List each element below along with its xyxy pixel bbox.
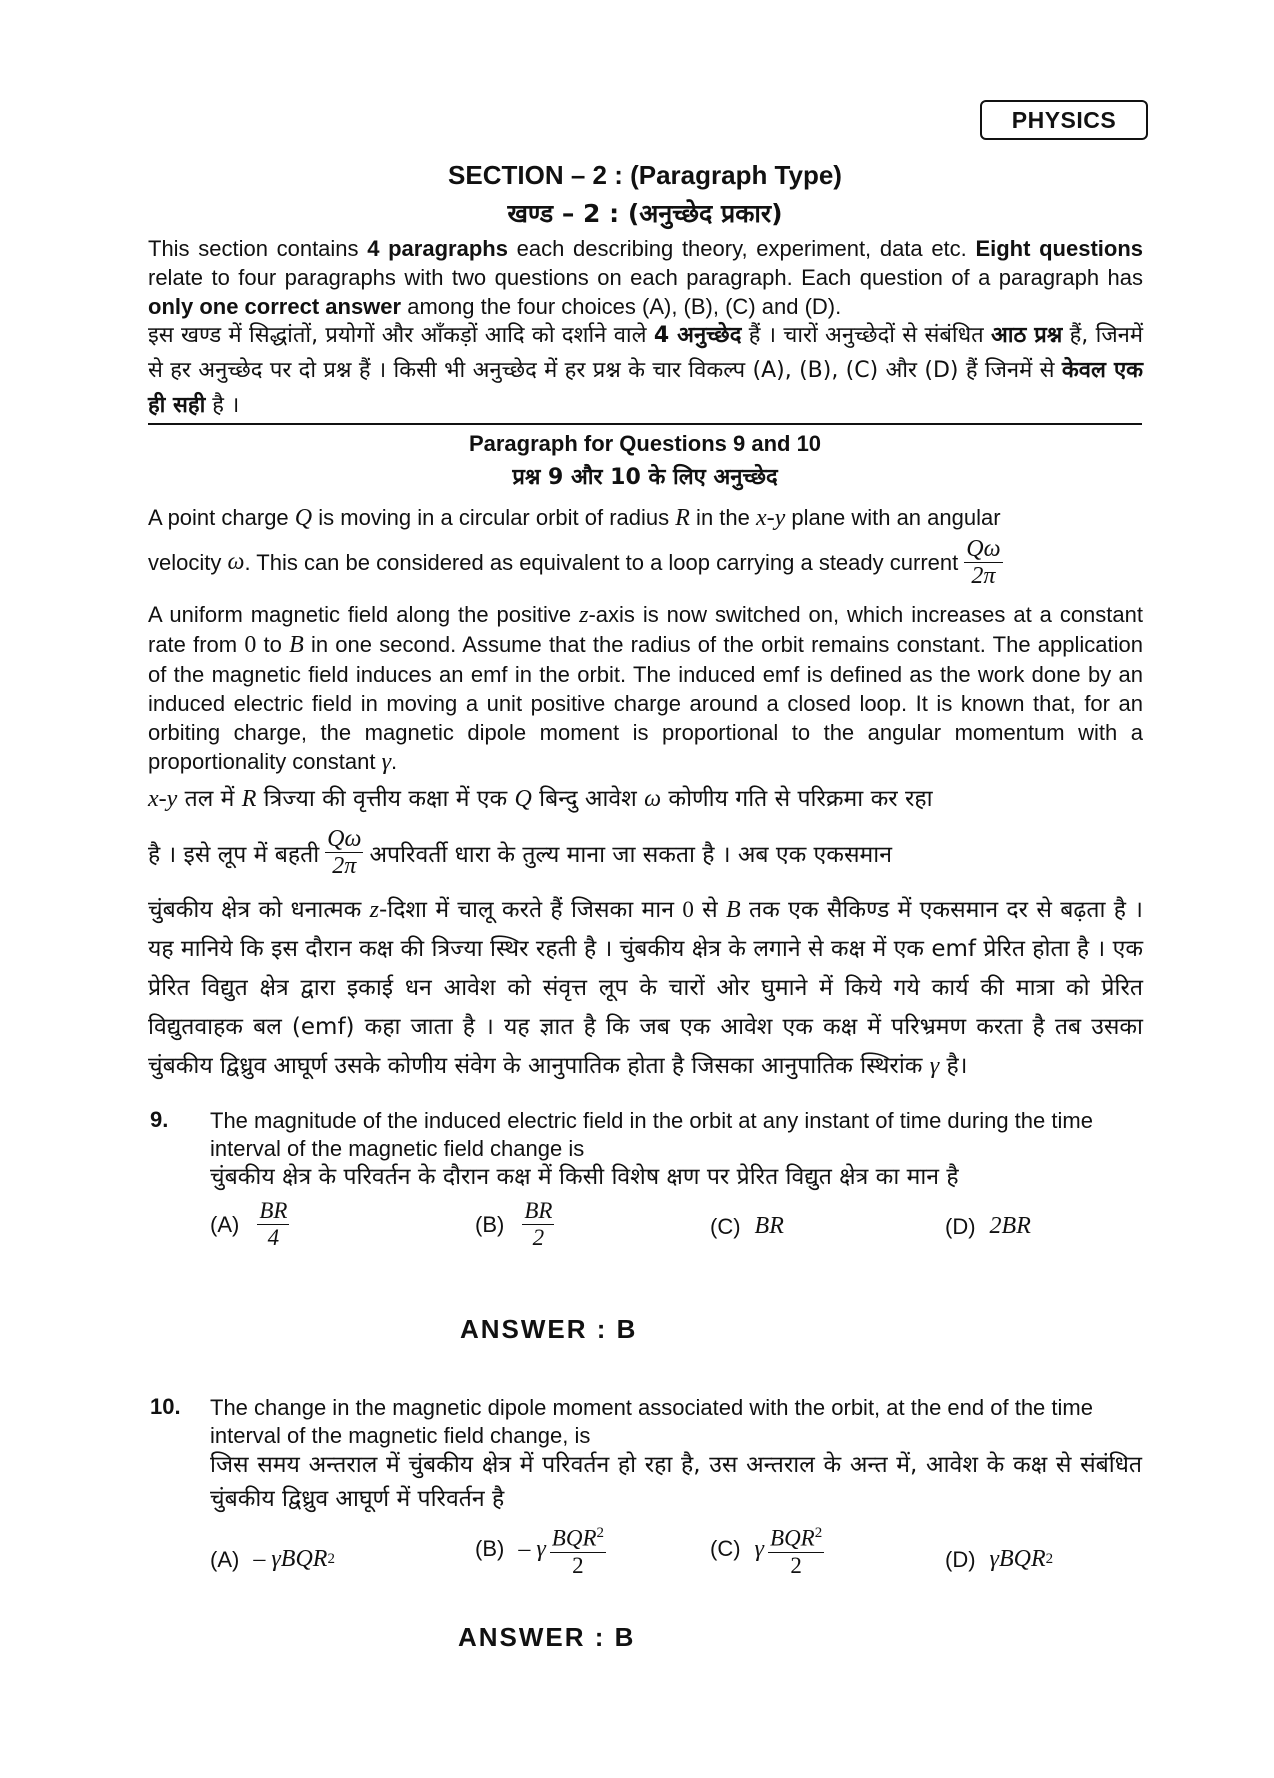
math-symbol: 0 bbox=[244, 632, 257, 658]
fraction-numerator: Qω bbox=[966, 536, 1001, 562]
para-text: in one second. Assume that the radius of the orbit remains constant. The application of the magnetic field induces an emf in the orbit. The induced emf is defined as the work done by an induced electric field in moving a unit positive charge around a closed loop. It is known that, for an orbiting charge, the magnetic dipole moment is proportional to the angular momentum with a proportionality constant bbox=[148, 632, 1143, 774]
para-text: से bbox=[693, 897, 727, 923]
question-9-number: 9. bbox=[150, 1107, 169, 1132]
paragraph-line-2 bbox=[148, 536, 1143, 589]
section-title: SECTION – 2 : (Paragraph Type) bbox=[448, 160, 842, 190]
instr-text: हैं । चारों अनुच्छेदों से संबंधित bbox=[741, 323, 991, 348]
para-text: plane with an angular bbox=[785, 505, 1001, 530]
para-text: बिन्दु आवेश bbox=[531, 786, 645, 812]
math-symbol: 0 bbox=[682, 897, 694, 922]
question-10-answer: ANSWER : B bbox=[458, 1622, 636, 1652]
paragraph-heading-hindi: प्रश्न 9 और 10 के लिए अनुच्छेद bbox=[512, 465, 778, 490]
option-prefix: γ bbox=[754, 1535, 765, 1562]
para-text: A uniform magnetic field along the positive bbox=[148, 602, 580, 627]
question-10-text: The change in the magnetic dipole moment associated with the orbit, at the end of the time interval of the magnetic field change, is bbox=[210, 1395, 1093, 1448]
paragraph-hindi-line-1 bbox=[148, 780, 1143, 819]
paragraph-heading: Paragraph for Questions 9 and 10 bbox=[468, 431, 822, 456]
fraction-denominator: 4 bbox=[267, 1225, 280, 1250]
q9-option-d[interactable] bbox=[945, 1213, 1031, 1240]
fraction-numerator bbox=[768, 1520, 824, 1553]
option-exponent: 2 bbox=[327, 1551, 335, 1567]
option-label: (B) bbox=[475, 1536, 505, 1562]
fraction-numerator: BR bbox=[259, 1198, 288, 1223]
paragraph-line-1 bbox=[148, 503, 1143, 533]
para-text: चुंबकीय क्षेत्र को धनात्मक bbox=[148, 897, 370, 923]
math-symbol: γ bbox=[929, 1053, 940, 1079]
current-fraction bbox=[964, 536, 1002, 589]
current-fraction-hindi bbox=[325, 826, 363, 879]
math-symbol: Q bbox=[514, 786, 532, 812]
option-label: (A) bbox=[210, 1211, 240, 1237]
paragraph-body-english bbox=[148, 600, 1143, 777]
question-10-number: 10. bbox=[150, 1394, 181, 1419]
math-symbol: R bbox=[675, 505, 690, 531]
option-fraction bbox=[768, 1520, 824, 1579]
numerator-text: BQR bbox=[551, 1525, 597, 1551]
math-symbol: z bbox=[369, 897, 379, 923]
math-symbol: z bbox=[579, 602, 589, 628]
question-9-text: The magnitude of the induced electric field in the orbit at any instant of time during the time interval of the magnetic field change is bbox=[210, 1108, 1093, 1161]
instr-text: among the four choices (A), (B), (C) and (D). bbox=[401, 294, 842, 319]
instructions-hindi bbox=[148, 318, 1143, 423]
para-text: कोणीय गति से परिक्रमा कर रहा bbox=[661, 786, 933, 812]
para-text: तल में bbox=[177, 786, 242, 812]
fraction-denominator: 2 bbox=[790, 1552, 802, 1578]
math-symbol: x-y bbox=[148, 786, 178, 812]
question-9-text-hindi: चुंबकीय क्षेत्र के परिवर्तन के दौरान कक्ष में किसी विशेष क्षण पर प्रेरित विद्युत क्षेत्र का मान है bbox=[210, 1164, 959, 1190]
option-value: BR bbox=[754, 1213, 784, 1239]
section-divider bbox=[148, 423, 1142, 425]
para-text: in the bbox=[689, 505, 756, 530]
paragraph-hindi-line-2 bbox=[148, 826, 1143, 879]
para-text: . This can be considered as equivalent to a loop carrying a steady current bbox=[244, 549, 959, 575]
instr-text: each describing theory, experiment, data etc. bbox=[507, 236, 976, 261]
instr-text: This section contains bbox=[148, 236, 368, 261]
para-text: . bbox=[391, 749, 398, 774]
q10-option-c[interactable] bbox=[710, 1520, 828, 1579]
option-fraction bbox=[257, 1198, 289, 1251]
option-fraction bbox=[522, 1198, 554, 1251]
math-symbol: Q bbox=[294, 505, 313, 531]
paragraph-hindi-body bbox=[148, 890, 1143, 1086]
math-symbol: γ bbox=[381, 749, 392, 775]
instr-text: हैं, जिनमें से हर अनुच्छेद पर दो प्रश्न हैं । किसी भी अनुच्छेद में हर प्रश्न के चार विकल्प (A), (B), (C) और (D) हैं जिनमें से bbox=[148, 323, 1144, 383]
para-text: -axis is now switched on, which increases at a constant rate from bbox=[148, 602, 1143, 657]
option-prefix: – γ bbox=[518, 1535, 546, 1562]
math-symbol: R bbox=[241, 786, 257, 812]
para-text: A point charge bbox=[148, 505, 295, 530]
math-symbol: B bbox=[726, 897, 741, 923]
fraction-numerator: Qω bbox=[327, 826, 362, 852]
subject-badge bbox=[980, 100, 1148, 140]
para-text: है। bbox=[939, 1053, 968, 1079]
para-text: त्रिज्या की वृत्तीय कक्षा में एक bbox=[256, 786, 515, 812]
q9-option-c[interactable] bbox=[710, 1213, 784, 1240]
instructions-english bbox=[148, 234, 1143, 321]
q9-option-b[interactable] bbox=[475, 1198, 558, 1251]
para-text: is moving in a circular orbit of radius bbox=[312, 505, 676, 530]
question-10-text-hindi: जिस समय अन्तराल में चुंबकीय क्षेत्र में परिवर्तन हो रहा है, उस अन्तराल के अन्त में, आवेश के कक्ष से संबंधित चुंबकीय द्विध्रुव आघूर्ण में परिवर्तन है bbox=[210, 1452, 1142, 1512]
instr-bold: Eight questions bbox=[975, 236, 1144, 261]
fraction-numerator bbox=[550, 1520, 606, 1553]
option-value: γBQR bbox=[989, 1546, 1046, 1572]
option-label: (B) bbox=[475, 1211, 505, 1237]
para-text: तक एक सैकिण्ड में एकसमान दर से बढ़ता है । यह मानिये कि इस दौरान कक्ष की त्रिज्या स्थिर रहती है । चुंबकीय क्षेत्र के लगाने से कक्ष में एक emf प्रेरित होता है । एक प्रेरित विद्युत क्षेत्र द्वारा इकाई धन आवेश को संवृत्त लूप के चारों ओर घुमाने में किये गये कार्य की मात्रा को प्रेरित विद्युतवाहक बल (emf) कहा जाता है । यह ज्ञात है कि जब एक आवेश एक कक्ष में परिभ्रमण करता है तब उसका चुंबकीय द्विध्रुव आघूर्ण उसके कोणीय संवेग के आनुपातिक होता है जिसका आनुपातिक स्थिरांक bbox=[148, 897, 1144, 1079]
instr-text: है । bbox=[205, 393, 240, 418]
option-exponent: 2 bbox=[814, 1525, 823, 1541]
option-fraction bbox=[550, 1520, 606, 1579]
instr-bold: 4 अनुच्छेद bbox=[653, 323, 742, 348]
numerator-text: BQR bbox=[770, 1525, 815, 1551]
para-text: to bbox=[256, 632, 290, 657]
option-value: – γBQR bbox=[253, 1546, 328, 1572]
instr-bold: only one correct answer bbox=[148, 294, 402, 319]
option-exponent: 2 bbox=[596, 1525, 605, 1541]
math-symbol: x-y bbox=[755, 505, 786, 531]
para-text: -दिशा में चालू करते हैं जिसका मान bbox=[378, 897, 683, 923]
instr-bold: 4 paragraphs bbox=[367, 236, 508, 261]
instr-text: relate to four paragraphs with two questions on each paragraph. Each question of a paragraph has bbox=[148, 265, 1143, 290]
q10-option-b[interactable] bbox=[475, 1520, 610, 1579]
math-symbol: ω bbox=[644, 786, 662, 812]
q9-option-a[interactable] bbox=[210, 1198, 293, 1251]
math-symbol: ω bbox=[227, 549, 245, 575]
fraction-numerator: BR bbox=[524, 1198, 553, 1223]
q10-option-d[interactable] bbox=[945, 1546, 1053, 1573]
fraction-denominator: 2 bbox=[532, 1225, 545, 1250]
option-label: (C) bbox=[710, 1213, 741, 1239]
instr-text: इस खण्ड में सिद्धांतों, प्रयोगों और आँकड़ों आदि को दर्शाने वाले bbox=[148, 323, 654, 348]
fraction-denominator: 2π bbox=[332, 853, 357, 879]
q10-option-a[interactable] bbox=[210, 1546, 335, 1573]
option-exponent: 2 bbox=[1045, 1551, 1054, 1567]
option-label: (D) bbox=[945, 1213, 976, 1239]
para-text: अपरिवर्ती धारा के तुल्य माना जा सकता है । अब एक एकसमान bbox=[369, 841, 892, 868]
option-label: (C) bbox=[710, 1536, 741, 1562]
para-text: velocity bbox=[148, 549, 222, 575]
para-text: है । इसे लूप में बहती bbox=[148, 841, 320, 868]
fraction-denominator: 2π bbox=[971, 563, 996, 589]
subject-label: PHYSICS bbox=[1011, 106, 1117, 133]
option-label: (D) bbox=[945, 1546, 976, 1572]
section-title-hindi: खण्ड – 2 : (अनुच्छेद प्रकार) bbox=[507, 199, 783, 228]
option-label: (A) bbox=[210, 1546, 240, 1572]
option-value: 2BR bbox=[989, 1213, 1031, 1239]
instr-bold: केवल एक ही सही bbox=[148, 358, 1143, 418]
question-9-answer: ANSWER : B bbox=[460, 1314, 638, 1344]
fraction-denominator: 2 bbox=[572, 1552, 584, 1578]
instr-bold: आठ प्रश्न bbox=[990, 323, 1063, 348]
math-symbol: B bbox=[289, 632, 304, 658]
